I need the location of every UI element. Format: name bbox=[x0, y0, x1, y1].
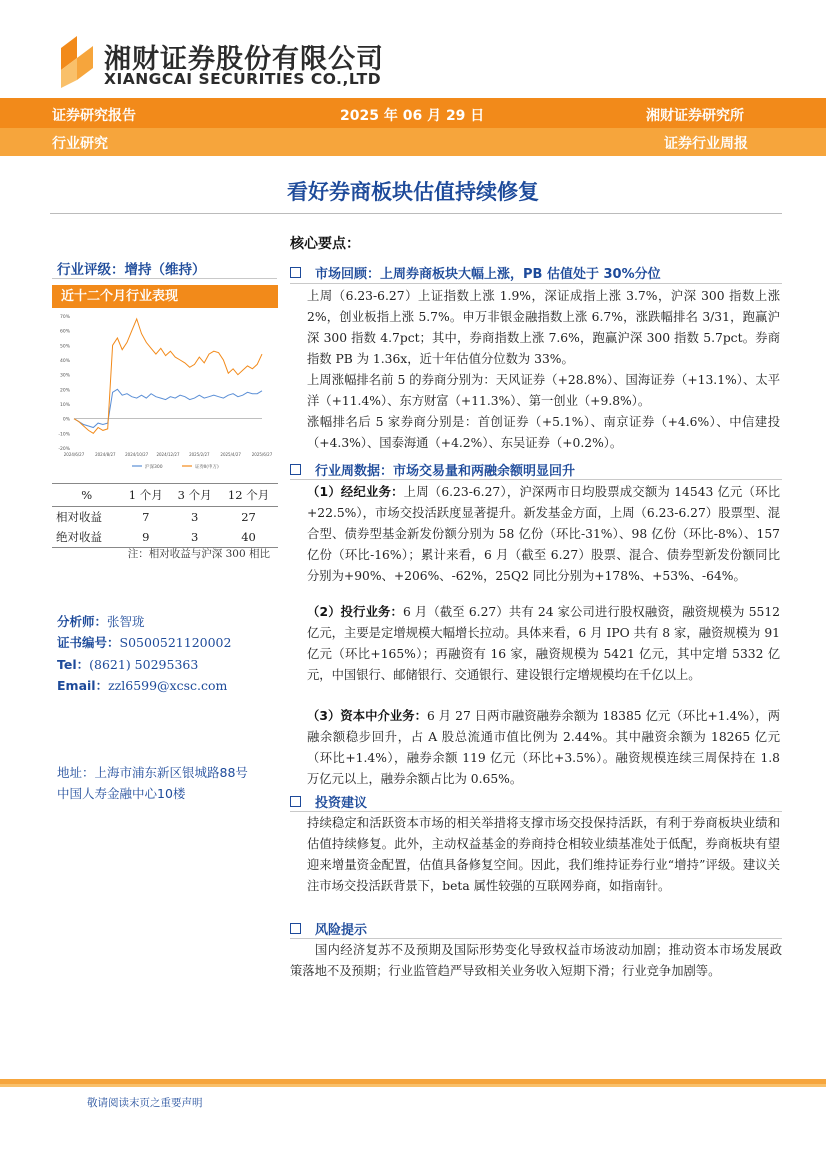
header-band-top bbox=[0, 98, 826, 128]
table-header-cell: % bbox=[52, 484, 121, 507]
y-tick-label: 0% bbox=[62, 417, 70, 423]
header-band-bottom bbox=[0, 128, 826, 156]
report-series: 证券行业周报 bbox=[664, 136, 748, 152]
checkbox-bullet-icon bbox=[290, 267, 301, 278]
table-cell: 27 bbox=[241, 510, 256, 524]
section-divider bbox=[290, 938, 782, 939]
y-tick-label: 30% bbox=[59, 373, 70, 379]
x-tick-label: 2025/6/27 bbox=[251, 452, 273, 457]
title-divider bbox=[50, 213, 782, 214]
section-heading-investment-advice: 投资建议 bbox=[290, 792, 367, 811]
table-header-cell: 3 个月 bbox=[170, 484, 219, 507]
x-tick-label: 2024/12/27 bbox=[156, 452, 180, 457]
table-cell: 7 bbox=[142, 510, 150, 524]
paragraph-capital-intermediary: （3）资本中介业务：6 月 27 日两市融资融券余额为 18385 亿元（环比+1.4%），两融余额稳步回升，占 A 股总流通市值比例为 2.44%。其中融资余额为 18265 亿元（环比+1.4%），融券余额 119 亿元（环比+3.5%）。融资规模连续三周保持在 1.8 万亿元以上，融券余额占比为 0.65%。 bbox=[307, 709, 780, 786]
performance-line-chart bbox=[52, 310, 278, 475]
y-tick-label: 60% bbox=[59, 329, 70, 335]
institute-name: 湘财证券研究所 bbox=[646, 108, 744, 124]
analyst-name: 分析师：张智珑 bbox=[57, 614, 145, 629]
section-divider bbox=[290, 283, 782, 284]
table-cell: 40 bbox=[219, 527, 278, 548]
report-category: 行业研究 bbox=[52, 136, 108, 152]
x-tick-label: 2024/8/27 bbox=[95, 452, 116, 457]
analyst-cert: 证书编号：S0500521120002 bbox=[57, 635, 232, 650]
legend-label: 证券Ⅱ(申万) bbox=[195, 465, 219, 470]
y-tick-label: 40% bbox=[59, 359, 70, 364]
x-tick-label: 2025/2/27 bbox=[189, 452, 210, 457]
industry-rating: 行业评级：增持（维持） bbox=[57, 262, 206, 278]
section-divider bbox=[290, 811, 782, 812]
section-heading-weekly-data: 行业周数据：市场交易量和两融余额明显回升 bbox=[290, 460, 575, 479]
y-tick-label: -10% bbox=[58, 432, 70, 438]
checkbox-bullet-icon bbox=[290, 796, 301, 807]
series-line bbox=[74, 389, 262, 427]
x-tick-label: 2025/4/27 bbox=[220, 452, 241, 457]
table-row bbox=[52, 507, 278, 528]
performance-table bbox=[52, 483, 278, 548]
table-cell: 相对收益 bbox=[56, 510, 102, 524]
y-tick-label: 50% bbox=[59, 344, 70, 350]
paragraph: 上周（6.23-6.27）上证指数上涨 1.9%，深证成指上涨 3.7%，沪深 300 指数上涨 2%，创业板指上涨 5.7%。申万非银金融指数上涨 6.7%，涨跌幅排名 3/31，跑赢沪深 300 指数 4.7pct；其中，券商指数上涨 7.6%，跑赢沪深 300 指数 5.7pct。券商指数 PB 为 1.36x，近十年估值分位数为 33%。 bbox=[307, 289, 780, 366]
table-cell: 绝对收益 bbox=[52, 527, 121, 548]
paragraph: 国内经济复苏不及预期及国际形势变化导致权益市场波动加剧；推动资本市场发展政策落地不及预期；行业监管趋严导致相关业务收入短期下滑；行业竞争加剧等。 bbox=[290, 943, 782, 978]
y-tick-label: 10% bbox=[59, 403, 70, 408]
checkbox-bullet-icon bbox=[290, 464, 301, 475]
analyst-tel: Tel：(8621) 50295363 bbox=[57, 657, 199, 672]
section-heading-market-review: 市场回顾：上周券商板块大幅上涨，PB 估值处于 30%分位 bbox=[290, 263, 661, 282]
company-name-cn: 湘财证券股份有限公司 bbox=[104, 44, 384, 75]
table-cell: 9 bbox=[121, 527, 170, 548]
address-line-1: 地址：上海市浦东新区银城路88号 bbox=[57, 765, 248, 780]
table-cell: 3 bbox=[170, 527, 219, 548]
table-header-cell: 12 个月 bbox=[219, 484, 278, 507]
analyst-email[interactable]: Email：zzl6599@xcsc.com bbox=[57, 678, 228, 693]
footer-disclaimer: 敬请阅读末页之重要声明 bbox=[87, 1097, 203, 1109]
rating-divider bbox=[52, 278, 277, 279]
address-line-2: 中国人寿金融中心10楼 bbox=[57, 786, 186, 801]
footer-band-light bbox=[0, 1084, 826, 1087]
paragraph-brokerage: （1）经纪业务：上周（6.23-6.27），沪深两市日均股票成交额为 14543 亿元（环比+22.5%），市场交投活跃度显著提升。新发基金方面，上周（6.23-6.27）股票型、混合型、债券型基金新发份额分别为 58 亿份（环比-31%）、98 亿份（环比-8%）、157 亿份（环比-16%）；累计来看，6 月（截至 6.27）股票、混合、债券型新发份额同比分别为+90%、+206%、-62%，25Q2 同比分别为+178%、+53%、-64%。 bbox=[307, 485, 780, 583]
company-logo-icon bbox=[55, 36, 99, 88]
y-tick-label: -20% bbox=[58, 447, 70, 452]
legend-label: 沪深300 bbox=[145, 465, 163, 470]
report-title: 看好券商板块估值持续修复 bbox=[287, 180, 539, 204]
key-points-title: 核心要点： bbox=[290, 236, 360, 252]
paragraph: 持续稳定和活跃资本市场的相关举措将支撑市场交投保持活跃，有利于券商板块业绩和估值持续修复。此外，主动权益基金的券商持仓相较业绩基准处于低配，券商板块有望迎来增量资金配置，估值具备修复空间。因此，我们维持证券行业“增持”评级。建议关注市场交投活跃背景下，beta 属性较强的互联网券商，如指南针。 bbox=[307, 816, 780, 893]
x-tick-label: 2024/6/27 bbox=[63, 452, 85, 457]
report-date: 2025 年 06 月 29 日 bbox=[340, 108, 485, 124]
checkbox-bullet-icon bbox=[290, 923, 301, 934]
table-cell: 3 bbox=[191, 510, 199, 524]
paragraph: 上周涨幅排名前 5 的券商分别为：天风证券（+28.8%）、国海证券（+13.1%）、太平洋（+11.4%）、东方财富（+11.3%）、第一创业（+9.8%）。 bbox=[307, 373, 780, 408]
y-tick-label: 70% bbox=[59, 315, 70, 320]
y-tick-label: 20% bbox=[59, 388, 70, 394]
performance-section-title: 近十二个月行业表现 bbox=[52, 285, 278, 308]
section-divider bbox=[290, 479, 782, 480]
table-header-cell: 1 个月 bbox=[121, 484, 170, 507]
section-heading-risk-warning: 风险提示 bbox=[290, 919, 367, 938]
series-line bbox=[74, 319, 262, 433]
table-header-row bbox=[52, 484, 278, 507]
table-row bbox=[52, 527, 278, 548]
paragraph-investment-banking: （2）投行业务：6 月（截至 6.27）共有 24 家公司进行股权融资，融资规模为 5512 亿元，主要是定增规模大幅增长拉动。具体来看，6 月 IPO 共有 8 家，融资规模为 91 亿元（环比+165%）；再融资有 16 家，融资规模为 5421 亿元，其中定增 5332 亿元，中国银行、邮储银行、交通银行、建设银行定增规模均在千亿以上。 bbox=[307, 605, 780, 682]
table-note: 注：相对收益与沪深 300 相比 bbox=[127, 548, 270, 560]
report-type: 证券研究报告 bbox=[52, 108, 136, 124]
paragraph: 涨幅排名后 5 家券商分别是：首创证券（+5.1%）、南京证券（+4.6%）、中信建投（+4.3%）、国泰海通（+4.2%）、东吴证券（+0.2%）。 bbox=[307, 415, 780, 450]
company-name-en: XIANGCAI SECURITIES CO.,LTD bbox=[104, 70, 382, 88]
x-tick-label: 2024/10/27 bbox=[125, 452, 149, 457]
